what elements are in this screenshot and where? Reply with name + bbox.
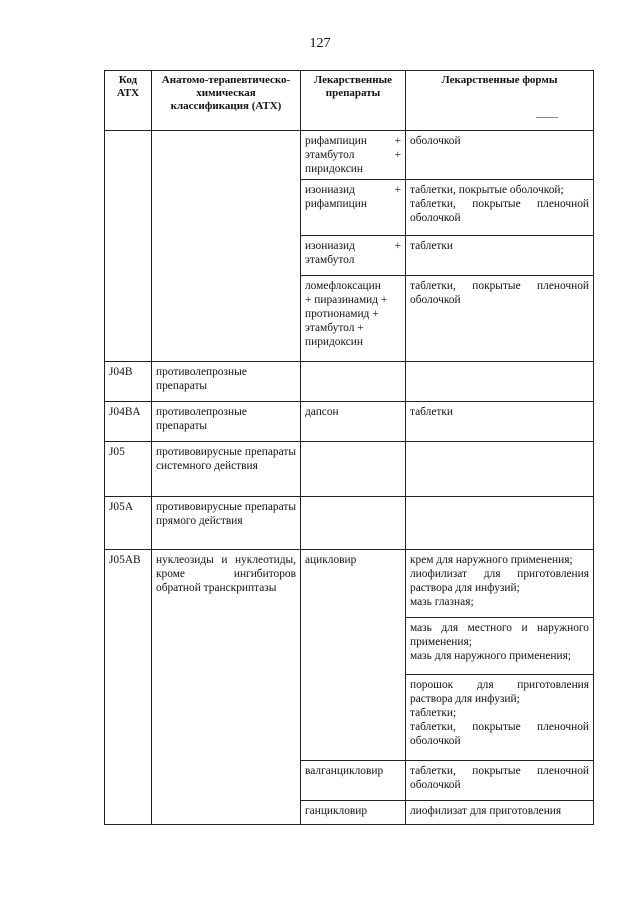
- drug-line: изониазид +: [305, 184, 401, 196]
- cell-drug: ганцикловир: [301, 801, 406, 825]
- table-row: [105, 402, 594, 442]
- cell-drug: [301, 442, 406, 497]
- cell-forms: [406, 276, 594, 362]
- form-line: мазь глазная;: [410, 596, 474, 608]
- cell-classification: [152, 131, 301, 362]
- table-row: [105, 550, 594, 618]
- cell-drug: [301, 362, 406, 402]
- cell-forms: [406, 761, 594, 801]
- form-line: крем для наружного применения;: [410, 554, 573, 566]
- drug-line: пиридоксин: [305, 336, 363, 348]
- drug-line: протионамид +: [305, 308, 379, 320]
- form-line: таблетки, покрытые пленочной оболочкой: [410, 280, 589, 306]
- form-line: таблетки;: [410, 707, 457, 719]
- form-line: таблетки, покрытые пленочной оболочкой: [410, 721, 589, 747]
- cell-forms: [406, 362, 594, 402]
- form-line: таблетки, покрытые оболочкой;: [410, 184, 564, 196]
- drug-line: этамбутол +: [305, 149, 401, 161]
- cell-classification: противовирусные препараты прямого действия: [152, 497, 301, 550]
- form-line: лиофилизат для приготовления раствора для инфузий;: [410, 568, 589, 594]
- drug-line: + пиразинамид +: [305, 294, 388, 306]
- cell-code: J04BA: [105, 402, 152, 442]
- form-line: оболочкой: [410, 135, 461, 147]
- cell-forms: [406, 442, 594, 497]
- drug-line: этамбутол: [305, 254, 355, 266]
- atx-table: [104, 70, 594, 825]
- header-drugs: Лекарственные препараты: [301, 71, 406, 131]
- page-number: 127: [309, 36, 331, 51]
- cell-drug: [301, 276, 406, 362]
- table-row: [105, 497, 594, 550]
- cell-forms: [406, 180, 594, 236]
- table-row: [105, 362, 594, 402]
- header-code: Код АТХ: [105, 71, 152, 131]
- header-classification: Анатомо-терапевтическо-химическая классификация (АТХ): [152, 71, 301, 131]
- cell-forms: таблетки: [406, 402, 594, 442]
- cell-drug: [301, 236, 406, 276]
- form-line: порошок для приготовления раствора для инфузий;: [410, 679, 589, 705]
- cell-classification: противолепрозные препараты: [152, 362, 301, 402]
- cell-code: J05A: [105, 497, 152, 550]
- cell-forms: [406, 550, 594, 618]
- cell-forms: [406, 497, 594, 550]
- header-forms: Лекарственные формы: [406, 71, 594, 131]
- table-row: [105, 442, 594, 497]
- form-line: лиофилизат для приготовления: [410, 805, 562, 817]
- cell-code: [105, 131, 152, 362]
- cell-drug: дапсон: [301, 402, 406, 442]
- cell-forms: [406, 675, 594, 761]
- drug-line: рифампицин: [305, 198, 367, 210]
- cell-forms: [406, 801, 594, 825]
- cell-forms: [406, 618, 594, 675]
- form-line: мазь для местного и наружного применения;: [410, 622, 589, 648]
- drug-line: этамбутол +: [305, 322, 364, 334]
- cell-drug: [301, 180, 406, 236]
- cell-code: J05AB: [105, 550, 152, 825]
- form-line: таблетки: [410, 240, 454, 252]
- cell-classification: нуклеозиды и нуклеотиды, кроме ингибиторов обратной транскриптазы: [152, 550, 301, 825]
- drug-line: рифампицин +: [305, 135, 401, 147]
- form-line: мазь для наружного применения;: [410, 650, 572, 662]
- scan-smudge: [536, 117, 558, 118]
- cell-drug: [301, 131, 406, 180]
- cell-drug: ацикловир: [301, 550, 406, 761]
- drug-line: ломефлоксацин: [305, 280, 381, 292]
- cell-drug: [301, 497, 406, 550]
- cell-forms: [406, 236, 594, 276]
- cell-classification: противолепрозные препараты: [152, 402, 301, 442]
- form-line: таблетки, покрытые пленочной оболочкой: [410, 198, 589, 224]
- drug-line: пиридоксин: [305, 163, 363, 175]
- table-row: [105, 131, 594, 180]
- cell-code: J04B: [105, 362, 152, 402]
- drug-line: изониазид +: [305, 240, 401, 252]
- table-header-row: [105, 71, 594, 131]
- cell-classification: противовирусные препараты системного действия: [152, 442, 301, 497]
- cell-code: J05: [105, 442, 152, 497]
- cell-forms: [406, 131, 594, 180]
- form-line: таблетки, покрытые пленочной оболочкой: [410, 765, 589, 791]
- cell-drug: валганцикловир: [301, 761, 406, 801]
